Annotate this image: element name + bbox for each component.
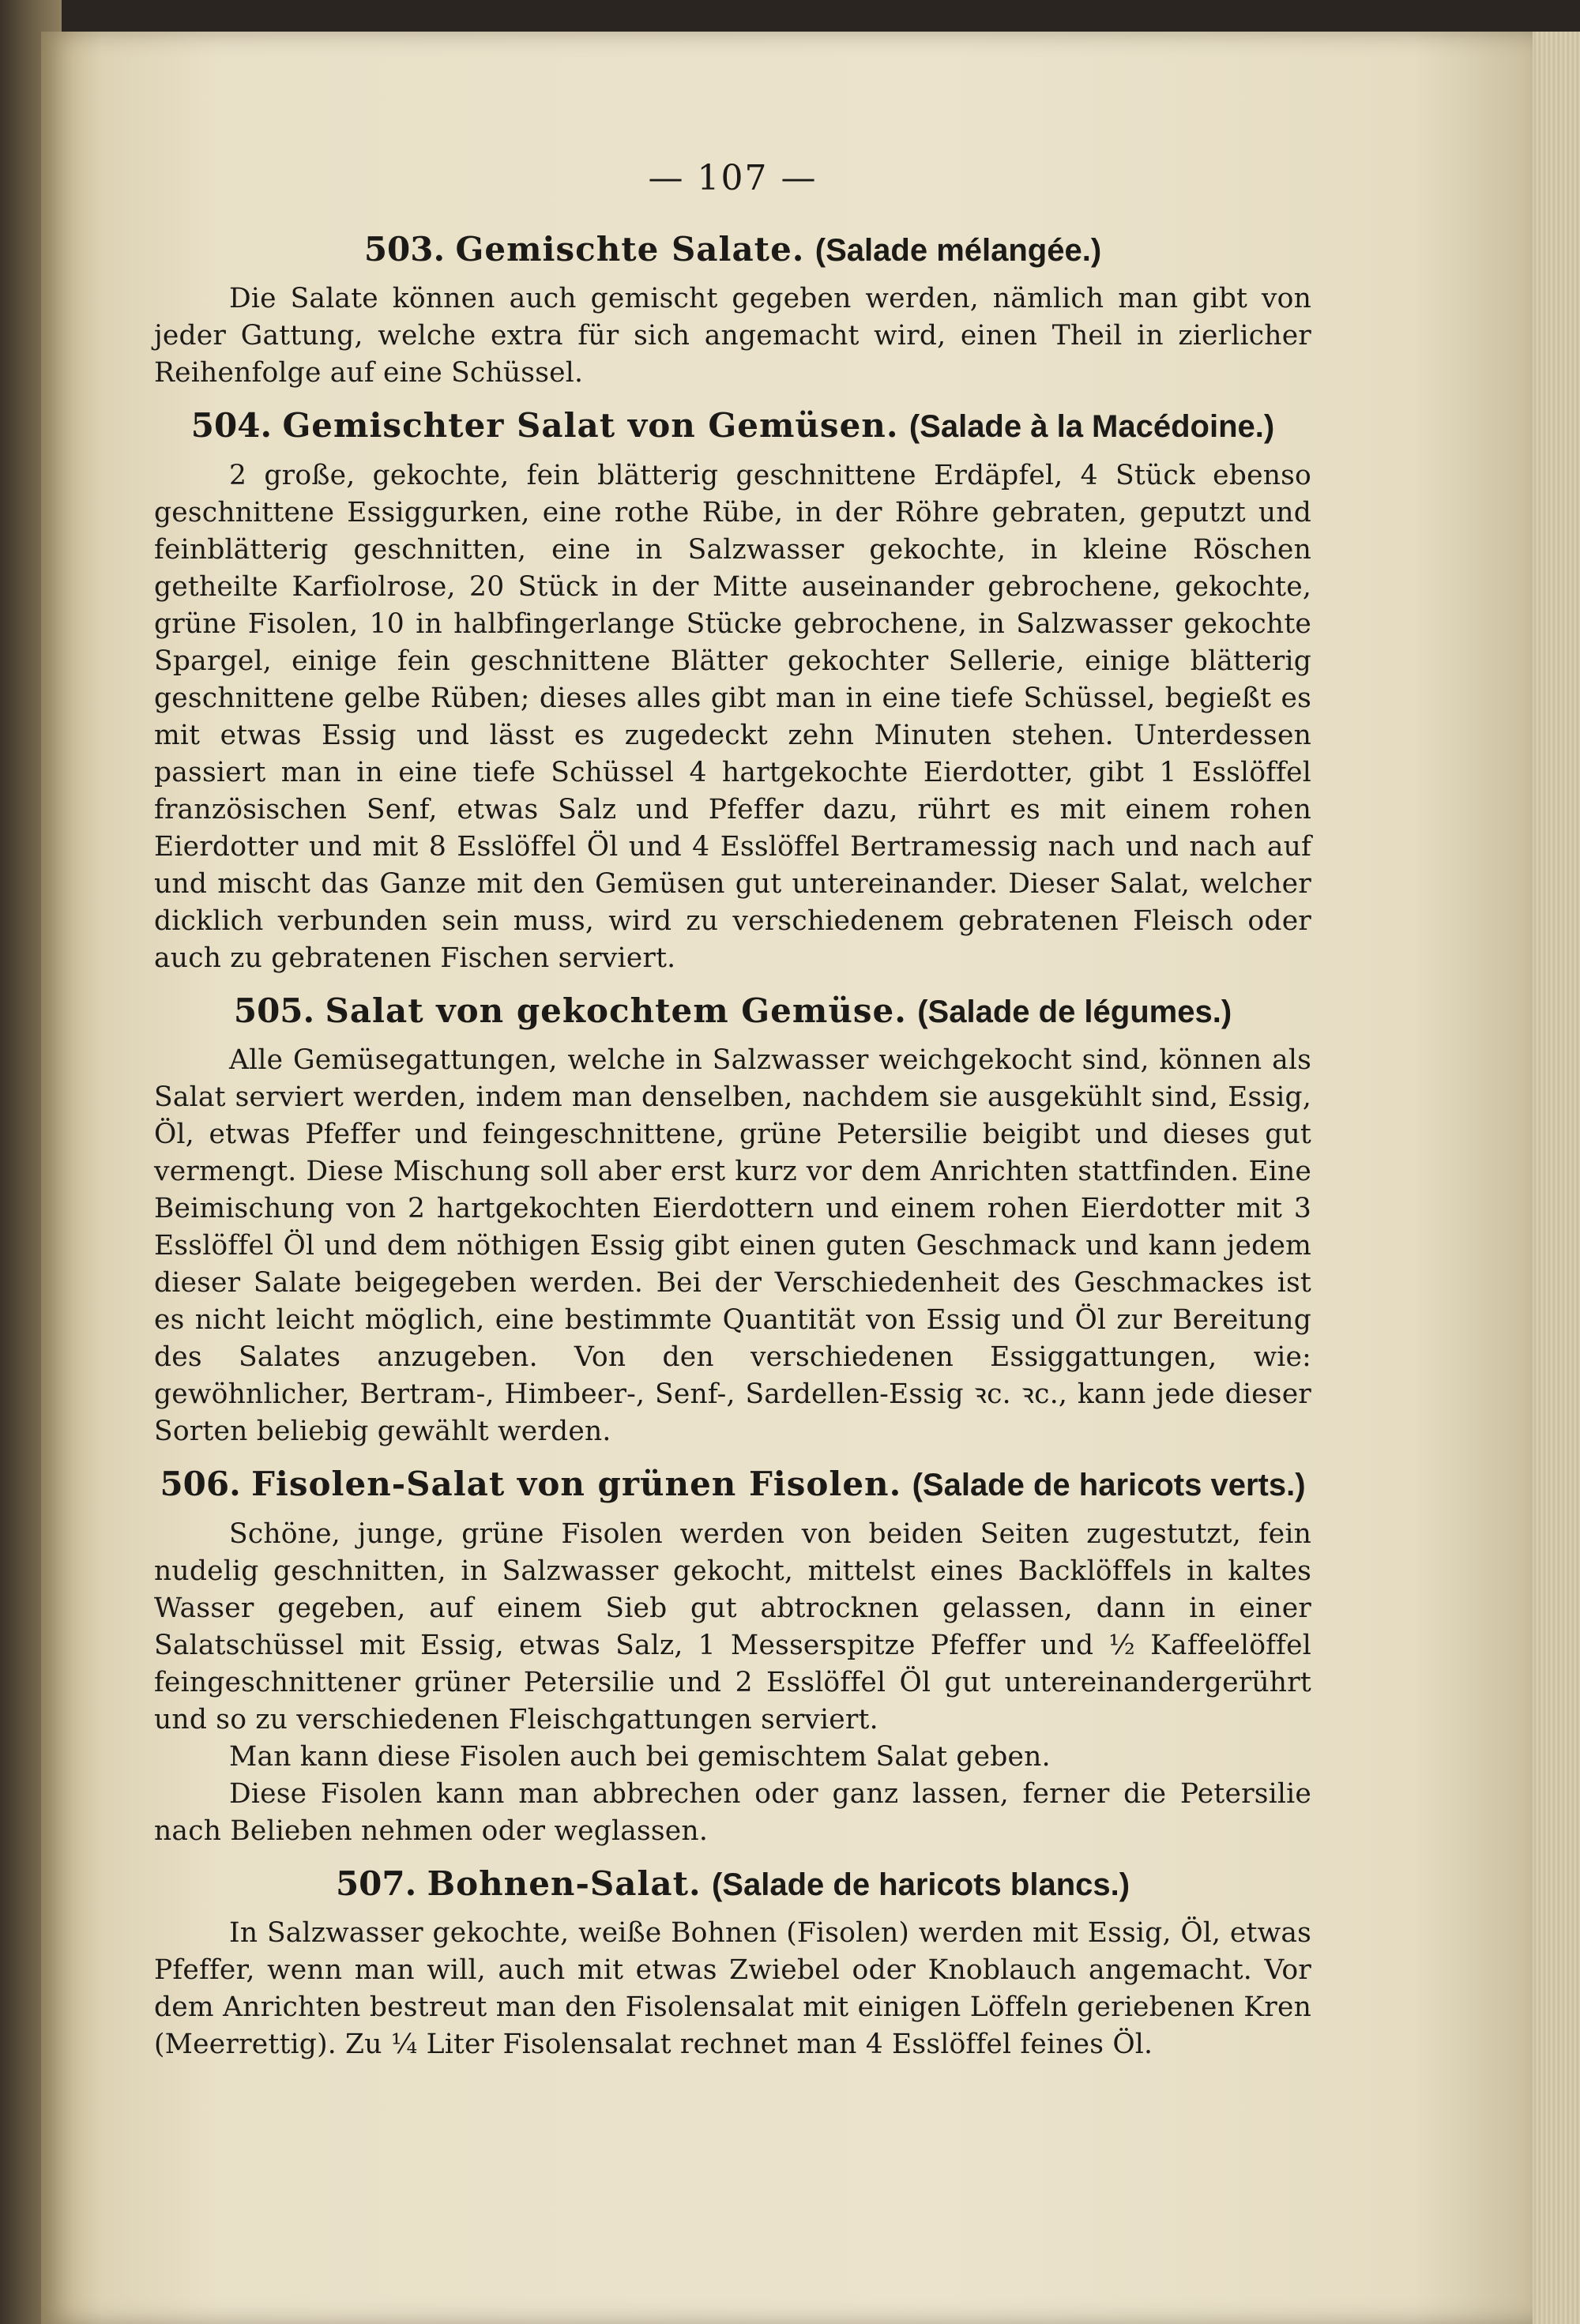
recipe-number: 504.: [190, 406, 273, 446]
recipe-paragraph: Alle Gemüsegattungen, welche in Salzwasser weichgekocht sind, können als Salat serviert werden, indem man denselben, nachdem sie ausgekühlt sind, Essig, Öl, etwas Pfeffer und feingeschnittene, grüne Petersilie beigibt und dieses gut vermengt. Diese Mischung soll aber erst kurz vor dem Anrichten stattfinden. Eine Beimischung von 2 hartgekochten Eierdottern und einem rohen Eierdotter mit 3 Esslöffel Öl und dem nöthigen Essig gibt einen guten Geschmack und kann jedem dieser Salate beigegeben werden. Bei der Verschiedenheit des Geschmackes ist es nicht leicht möglich, eine bestimmte Quantität von Essig und Öl zur Bereitung des Salates anzugeben. Von den verschiedenen Essiggattungen, wie: gewöhnlicher, Bertram-, Himbeer-, Senf-, Sardellen-Essig ꝛc. ꝛc., kann jede dieser Sorten beliebig gewählt werden.: [154, 1044, 1311, 1448]
recipe-paragraph: Man kann diese Fisolen auch bei gemischtem Salat geben.: [229, 1740, 1051, 1773]
recipe-paragraph: Die Salate können auch gemischt gegeben werden, nämlich man gibt von jeder Gattung, welche extra für sich angemacht wird, einen Theil in zierlicher Reihenfolge auf eine Schüssel.: [154, 283, 1311, 389]
recipe-title-fr: (Salade mélangée.): [814, 233, 1102, 268]
recipe-paragraph: Schöne, junge, grüne Fisolen werden von beiden Seiten zugestutzt, fein nudelig geschnitten, in Salzwasser gekocht, mittelst eines Backlöffels in kaltes Wasser gegeben, auf einem Sieb gut abtrocknen gelassen, dann in einer Salatschüssel mit Essig, etwas Salz, 1 Messerspitze Pfeffer und ½ Kaffeelöffel feingeschnittener grüner Petersilie und 2 Esslöffel Öl gut untereinandergerührt und so zu verschiedenen Fleischgattungen serviert.: [154, 1517, 1311, 1735]
page-content: [154, 158, 1311, 2063]
recipe-heading: [154, 1465, 1311, 1504]
recipe-number: 507.: [335, 1863, 417, 1903]
recipe-paragraph: In Salzwasser gekochte, weiße Bohnen (Fisolen) werden mit Essig, Öl, etwas Pfeffer, wenn man will, auch mit etwas Zwiebel oder Knoblauch angemacht. Vor dem Anrichten bestreut man den Fisolensalat mit einigen Löffeln geriebenen Kren (Meerrettig). Zu ¼ Liter Fisolensalat rechnet man 4 Esslöffel feines Öl.: [154, 1916, 1311, 2060]
recipe-heading: [154, 230, 1311, 269]
recipe-number: 505.: [233, 991, 315, 1030]
recipe-heading: [154, 991, 1311, 1031]
recipe-title-fr: (Salade de légumes.): [917, 994, 1232, 1029]
recipe-506: [154, 1465, 1311, 1849]
recipe-title-fr: (Salade à la Macédoine.): [908, 409, 1275, 445]
recipe-title-de: Bohnen-Salat.: [427, 1863, 702, 1903]
recipe-paragraph: 2 große, gekochte, fein blätterig geschnittene Erdäpfel, 4 Stück ebenso geschnittene Essiggurken, eine rothe Rübe, in der Röhre gebraten, geputzt und feinblätterig geschnitten, eine in Salzwasser gekochte, in kleine Röschen getheilte Karfiolrose, 20 Stück in der Mitte auseinander gebrochene, gekochte, grüne Fisolen, 10 in halbfingerlange Stücke gebrochene, in Salzwasser gekochte Spargel, einige fein geschnittene Blätter gekochter Sellerie, einige blätterig geschnittene gelbe Rüben; dieses alles gibt man in eine tiefe Schüssel, begießt es mit etwas Essig und lässt es zugedeckt zehn Minuten stehen. Unterdessen passiert man in eine tiefe Schüssel 4 hartgekochte Eierdotter, gibt 1 Esslöffel französischen Senf, etwas Salz und Pfeffer dazu, rührt es mit einem rohen Eierdotter und mit 8 Esslöffel Öl und 4 Esslöffel Bertramessig nach und nach auf und mischt das Ganze mit den Gemüsen gut untereinander. Dieser Salat, welcher dicklich verbunden sein muss, wird zu verschiedenem gebratenen Fleisch oder auch zu gebratenen Fischen serviert.: [154, 459, 1311, 974]
recipe-number: 506.: [160, 1465, 241, 1504]
recipe-title-fr: (Salade de haricots blancs.): [711, 1867, 1130, 1902]
recipe-507: [154, 1864, 1311, 2063]
recipe-504: [154, 406, 1311, 976]
page-edge: [1533, 32, 1580, 2324]
recipe-title-de: Fisolen-Salat von grünen Fisolen.: [251, 1465, 902, 1504]
recipe-title-fr: (Salade de haricots verts.): [912, 1468, 1306, 1503]
recipe-title-de: Salat von gekochtem Gemüse.: [325, 991, 907, 1030]
recipe-heading: [154, 406, 1311, 446]
recipe-505: [154, 991, 1311, 1450]
recipe-title-de: Gemischter Salat von Gemüsen.: [282, 406, 899, 446]
recipe-paragraph: Diese Fisolen kann man abbrechen oder ganz lassen, ferner die Petersilie nach Belieben nehmen oder weglassen.: [154, 1777, 1311, 1847]
recipe-title-de: Gemischte Salate.: [455, 230, 805, 269]
recipe-number: 503.: [363, 230, 446, 269]
page-number: — 107 —: [648, 158, 818, 198]
recipe-503: [154, 230, 1311, 392]
recipe-heading: [154, 1864, 1311, 1904]
